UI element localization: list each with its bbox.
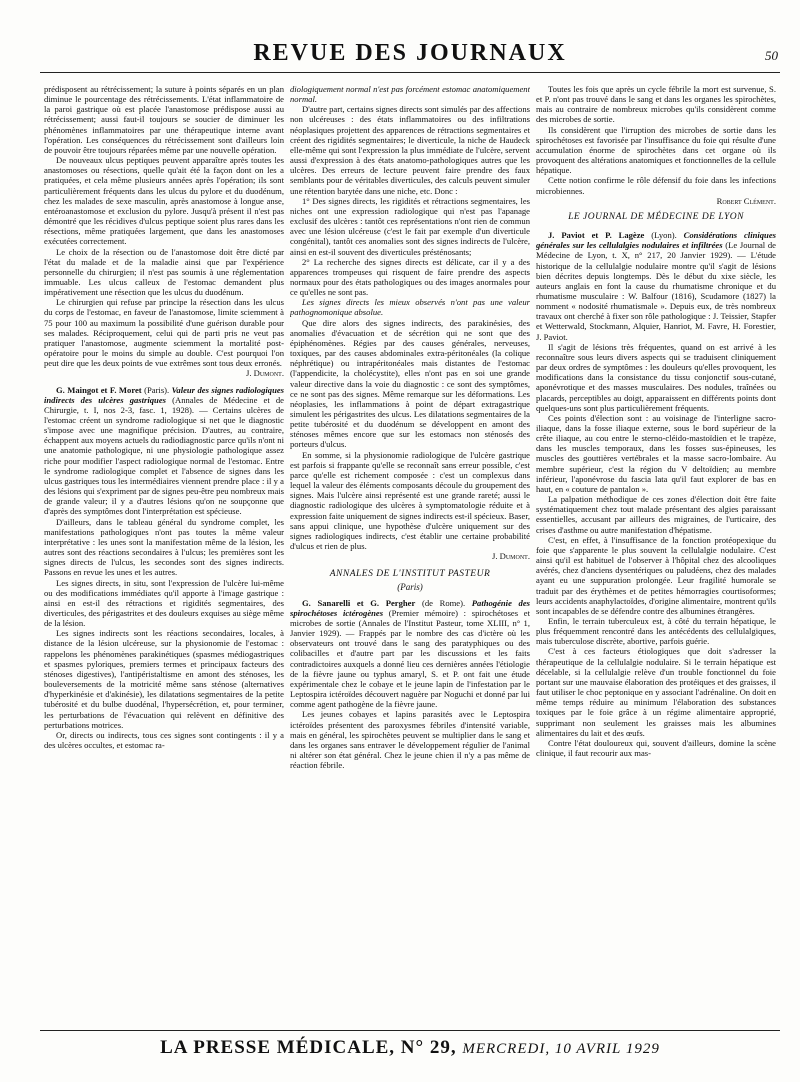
article-authors: G. Sanarelli et G. Pergher [302,597,416,608]
article-title: Valeur des signes radiologiques indirects des ulcères gastriques [44,384,284,405]
paragraph: Or, directs ou indirects, tous ces signes sont contingents : il y a des ulcères occultes, et estomac ra- [44,729,284,750]
article-abstract [290,598,530,710]
paragraph: Enfin, le terrain tuberculeux est, à côté du terrain hépatique, le plus fréquemment rencontré dans les antécédents des cellulalgiques, mais tuberculose discrète, abortive, parfois guérie. [536,615,776,647]
column-2 [290,84,530,1021]
article-source: (Annales de Médecine et de Chirurgie, t. I, nos 2-3, fasc. 1, 1928). — Certains ulcères de l'estomac créent un syndrome radiologique si net que le diagnostic s'impose avec une magnifique précision. D'autres, au contraire, échappent aux moyens actuels du radiodiagnostic parce qu'ils n'ont ni une anatomie pathologique, ni une physiologie pathologique assez riche pour modifier l'aspect radiologique normal de l'estomac. Entre le syndrome radiologique complet et l'absence de signes dans les ulcus gastriques tous les intermédiaires viennent prendre place : il y a des lésions qui s'expriment par de signes peu-être peu nombreux mais de grande valeur; il y a d'autres lésions qu'on ne soupçonne que d'après des symptômes dont l'interprétation est spécieuse. [44,394,284,517]
paragraph: Les jeunes cobayes et lapins parasités avec le Leptospira ictéroïdes présentent des paroxysmes fébriles d'intensité variable, mais en général, les spirochètes peuvent se multiplier dans le sang et dans les organes sans entraver le développement régulier de l'animal ni altérer son état général. Chez le jeune chien il n'y a pas même de réaction fébrile. [290,709,530,771]
section-heading: LE JOURNAL DE MÉDECINE DE LYON [568,211,744,222]
page-number: 50 [765,48,778,63]
article-city: (Lyon). [644,230,684,241]
signature: Robert Clément. [716,195,776,206]
paragraph: Il s'agit de lésions très fréquentes, quand on est arrivé à les reconnaître sous leurs divers aspects qui se traduisent cliniquement par deux ordres de symptômes : les douleurs qu'elles provoquent, les modifications dans la consistance du tissu conjonctif sous-cutané, aponévrotique et des masses musculaires. Des nodules, traînées ou placards, perceptibles au doigt, apparaissent en différents points dont quelques-uns sont plus particulièrement fréquents. [536,341,776,413]
paragraph: Toutes les fois que après un cycle fébrile la mort est survenue, S. et P. n'ont pas trouvé dans le sang et dans les organes les spirochètes, mais au contraire de nombreux microbes qu'ils considèrent comme des microbes de sortie. [536,84,776,125]
column-3 [536,84,776,1021]
paragraph: Ils considèrent que l'irruption des microbes de sortie dans les spirochétoses est favorisée par l'insuffisance du foie qui résulte d'une accumulation énorme de spirochètes dans cet organe où ils provoquent des altérations anatomiques et fonctionnelles de la cellule hépatique. [536,124,776,176]
article-city: (Paris). [141,384,172,395]
paragraph: De nouveaux ulcus peptiques peuvent apparaître après toutes les anastomoses ou résections, quelle qu'ait été la façon dont on les a pratiquées, et cela même plusieurs années après l'opération; ils sont particulièrement fréquents dans les ulcus du pylore et du duodénum, chez les malades de sexe masculin, après anastomose à longue anse, entéroanastomose et exclusion du pylore. Jusqu'à présent il n'est pas démontré que les récidives d'ulcus peptique soient plus rares dans les résections, même pratiquées largement, que dans les anastomoses exécutées correctement. [44,155,284,247]
paragraph: D'autre part, certains signes directs sont simulés par des affections non ulcéreuses : des états inflammatoires ou des infiltrations néoplasiques projettent des apparences de rétractions segmentaires et créent des rigidités segmentaires; le diverticule, la niche de Haudeck elle-même qui sont l'expression la plus immédiate de l'ulcère, servent aussi d'expression à des états anatomo-pathologiques autres que les ulcères. Des erreurs de lecture peuvent faire prendre des faux semblants pour de véritables diverticules, des calculs peuvent simuler une rétention barytée dans une niche, etc. Donc : [290,104,530,196]
article-source: (Premier mémoire) : spirochétoses et microbes de sortie (Annales de l'Institut Pasteur, tome XLIII, n° 1, Janvier 1929). — Frappés par le nombre des cas d'ictère où les observateurs ont trouvé dans le sang des paratyphiques ou des colibacilles et d'autre part par les discussions et les faits contradictoires auxquels a donné lieu ces dernières années l'étiologie de la fièvre jaune ou typhus amaryl, S. et P. ont fait une étude expérimentale chez le cobaye et le jeune lapin de l'infestation par le Leptospira ictéroïdes découvert naguère par Noguchi et donné par lui comme agent pathogène de la fièvre jaune. [290,607,530,710]
section-subheading: (Paris) [397,581,423,592]
paragraph: Ces points d'élection sont : au voisinage de l'interligne sacro-iliaque, dans la fosse iliaque externe, sous le bord supérieur de la crête iliaque, au cou entre le sterno-cléido-mastoïdien et le trapèze, dans les muscles temporaux, dans les fosses sus-épineuses, les muscles des gouttières vertébrales et la masse sacro-lombaire. Au membre supérieur, c'est la région du V deltoïdien; au membre inférieur, l'aponévrose du fascia lata qu'il faut explorer de bas en haut, en « couture de pantalon ». [536,412,776,494]
paragraph: En somme, si la physionomie radiologique de l'ulcère gastrique est parfois si frappante qu'elle se reconnaît sans erreur possible, c'est parce qu'elle est richement composée : c'est un complexus dans lequel la valeur des éléments composants découle du groupement des signes. Mais l'ulcère ainsi représenté est une grande rareté; aussi le diagnostic radiologique des ulcères à symptomatologie réduite et à expression faite uniquement de signes indirects est-il spécieux. Baser, sans appui clinique, une hypothèse d'ulcère uniquement sur des signes radiologiques indirects, c'est établir une certaine probabilité d'ulcus et rien de plus. [290,449,530,552]
page-header [40,36,780,70]
footer-date: MERCREDI, 10 AVRIL 1929 [462,1041,660,1057]
paragraph: C'est à ces facteurs étiologiques que doit s'adresser la thérapeutique de la cellulalgie nodulaire. Si le terrain hépatique est décelable, si la cellulalgie relève d'un trouble fonctionnel du foie portant sur une mauvaise élaboration des protéiques et des graisses, il faut utiliser le choc peptonique en y associant l'adrénaline. On doit en même temps réduire au minimum l'élaboration des substances toxiques par le foie grâce à un régime alimentaire approprié, supprimant non seulement les graisses mais les albumines alimentaires du lait et des œufs. [536,646,776,738]
column-1 [44,84,284,1021]
paragraph: Les signes indirects sont les réactions secondaires, locales, à distance de la lésion ulcéreuse, sur la physionomie de l'estomac : rappelons les phénomènes parakinétiques (spasmes médiogastriques et spasmes pyloriques, premiers termes et principaux facteurs des sténoses digestives), l'antipéristaltisme en amont des sténoses, les bouleversements de la motricité même sans sténose (alternatives d'hyperkinésie et d'akinésie), les dilatations segmentaires de la petite tubérosité et du bulbe duodénal, l'hypersécrétion, et, pour terminer, les perturbations de l'évacuation qui relèvent en définitive des perturbations motrices. [44,628,284,730]
footer-line [40,1037,780,1059]
paragraph: La palpation méthodique de ces zones d'élection doit être faite systématiquement chez tout malade présentant des algies paraissant essentielles, accusant par ailleurs des migraines, de l'urticaire, des crises d'asthme ou autre manifestation d'hépatisme. [536,494,776,535]
article-source: (Le Journal de Médecine de Lyon, t. X, n° 217, 20 Janvier 1929). — L'étude historique de la cellulalgie nodulaire montre qu'il s'agit de lésions bien décrites depuis longtemps. Dès le début du xixe siècle, les auteurs anglais en font la cause du rhumatisme chronique et du rhumatisme musculaire : W. Balfour (1816), Scudamore (1827) la nomment « nodosité rhumatismale ». Depuis eux, de très nombreux travaux ont cherché à fixer son rôle pathologique : J. Teissier, Stapfer et Wetterwald, Stockmann, Alquier, Hanriot, M. Favre, H. Forestier, J. Paviot. [536,240,776,342]
paragraph: C'est, en effet, à l'insuffisance de la fonction protéopexique du foie que s'apparente le plus souvent la cellulalgie nodulaire. C'est ainsi qu'il est habituel de l'observer à l'hôpital chez des alcooliques avérés, chez d'anciens dysentériques ou paludéens, chez des malades ayant eu une suppuration prolongée. Leur fragilité humorale se traduit par des érythèmes et de petites hémorragies courtisoformes; leurs accidents anaphylactoïdes, d'origine alimentaire, montrent qu'ils sont incapables de se défendre contre des albumines étrangères. [536,534,776,616]
paragraph: Les signes directs les mieux observés n'ont pas une valeur pathognomonique absolue. [290,297,530,318]
paragraph: Le choix de la résection ou de l'anastomose doit être dicté par l'état du malade et de la maladie ainsi que par l'expérience personnelle du chirurgien; il n'est pas soumis à une réglementation immuable. Les ulcus calleux de l'estomac demandent plus impérativement une résection que les ulcus du duodénum. [44,246,284,298]
paragraph: Que dire alors des signes indirects, des parakinésies, des anomalies d'évacuation et de sécrétion qui ne sont que des épiphénomènes. Régies par des causes générales, nerveuses, toxiques, par des causes abdominales extra-péritonéales (la colique néphrétique) ou intrapéritonéales mais distantes de l'estomac (l'appendicite, la cholécystite), elles n'ont pas en soi une grande valeur directive dans la voie du diagnostic : ce sont des symptômes, ce ne sont pas des signes. Même remarque sur les déformations. Les néoplasies, les inflammations à point de départ extragastrique simulent les périgastrites des ulcus. Les dilatations segmentaires de la petite tubérosité et du duodénum se développent en amont des sténoses mêmes encore que sur les estomacs non sténosés des porteurs d'ulcus. [290,317,530,450]
paragraph: D'ailleurs, dans le tableau général du syndrome complet, les manifestations pathologiques n'ont pas toutes la même valeur interprétative : les unes sont la manifestation même de la lésion, les autres sont des réactions secondaires à l'ulcus; les premières sont les signes directs de l'ulcus, les secondes sont des signes indirects. Passons en revue les unes et les autres. [44,516,284,578]
paragraph: Contre l'état douloureux qui, souvent d'ailleurs, domine la scène clinique, il faut recourir aux mas- [536,737,776,758]
paragraph: 2° La recherche des signes directs est délicate, car il y a des apparences trompeuses qui risquent de faire prendre des aspects normaux pour des états pathologiques ou des images anormales pour ce qu'elles ne sont pas. [290,256,530,298]
paragraph: diologiquement normal n'est pas forcément estomac anatomiquement normal. [290,84,530,105]
page-footer [40,1030,780,1065]
section-heading: ANNALES DE L'INSTITUT PASTEUR [329,569,491,580]
article-abstract [536,230,776,342]
paragraph: Cette notion confirme le rôle défensif du foie dans les infections microbiennes. [536,175,776,196]
signature: J. Dumont. [246,368,284,379]
article-abstract [44,385,284,517]
article-authors: G. Maingot et F. Moret [56,384,142,395]
signature: J. Dumont. [492,551,530,562]
article-authors: J. Paviot et P. Lagèze [548,230,645,241]
article-title: Pathogénie des spirochétoses ictérogènes [290,597,530,618]
paragraph: Le chirurgien qui refuse par principe la résection dans les ulcus du corps de l'estomac, en faveur de l'anastomose, limite sciemment à 75 pour 100 au maximum la possibilité d'une guérison durable pour ses malades. Réciproquement, celui qui de parti pris ne veut pas pratiquer l'anastomose, augmente sciemment la mortalité post-opératoire pour le moins du simple au double. C'est pourquoi l'on peut dire que les deux points de vue extrêmes sont tous deux erronés. [44,297,284,369]
article-city: (de Rome). [415,597,472,608]
paragraph: 1° Des signes directs, les rigidités et rétractions segmentaires, les niches ont une expression radiologique qui n'est pas l'apanage exclusif des ulcères : tantôt ces représentations n'ont rien de commun avec une lésion ulcéreuse (c'est le fait par exemple d'un diverticule congénital), tantôt ces anomalies sont des signes indirects de l'ulcère, ainsi en est-il souvent des diverticules présténosants; [290,195,530,257]
header-title: REVUE DES JOURNAUX [253,40,567,66]
paragraph: prédisposent au rétrécissement; la suture à points séparés en un plan diminue le pourcentage des rétrécissements. L'état inflammatoire de la paroi gastrique où est placée l'anastomose prédispose aussi au rétrécissement; aussi faut-il toujours se soucier de diminuer les phénomènes inflammatoires par une thérapeutique interne avant l'opération. Les conséquences du rétrécissement sont d'ailleurs loin de pouvoir être toujours réparées même par une nouvelle opération. [44,84,284,155]
paragraph: Les signes directs, in situ, sont l'expression de l'ulcère lui-même ou des modifications immédiates qu'il apporte à l'image gastrique : ainsi en est-il des rétractions et rigidités segmentaires, des diverticules, des périgastrites et des douleurs exquises au siège même de la lésion. [44,577,284,629]
footer-journal: LA PRESSE MÉDICALE, N° 29, [160,1037,457,1058]
article-title: Considérations cliniques générales sur les cellulalgies nodulaires et infiltrées [536,230,776,251]
header-rule [40,72,780,73]
